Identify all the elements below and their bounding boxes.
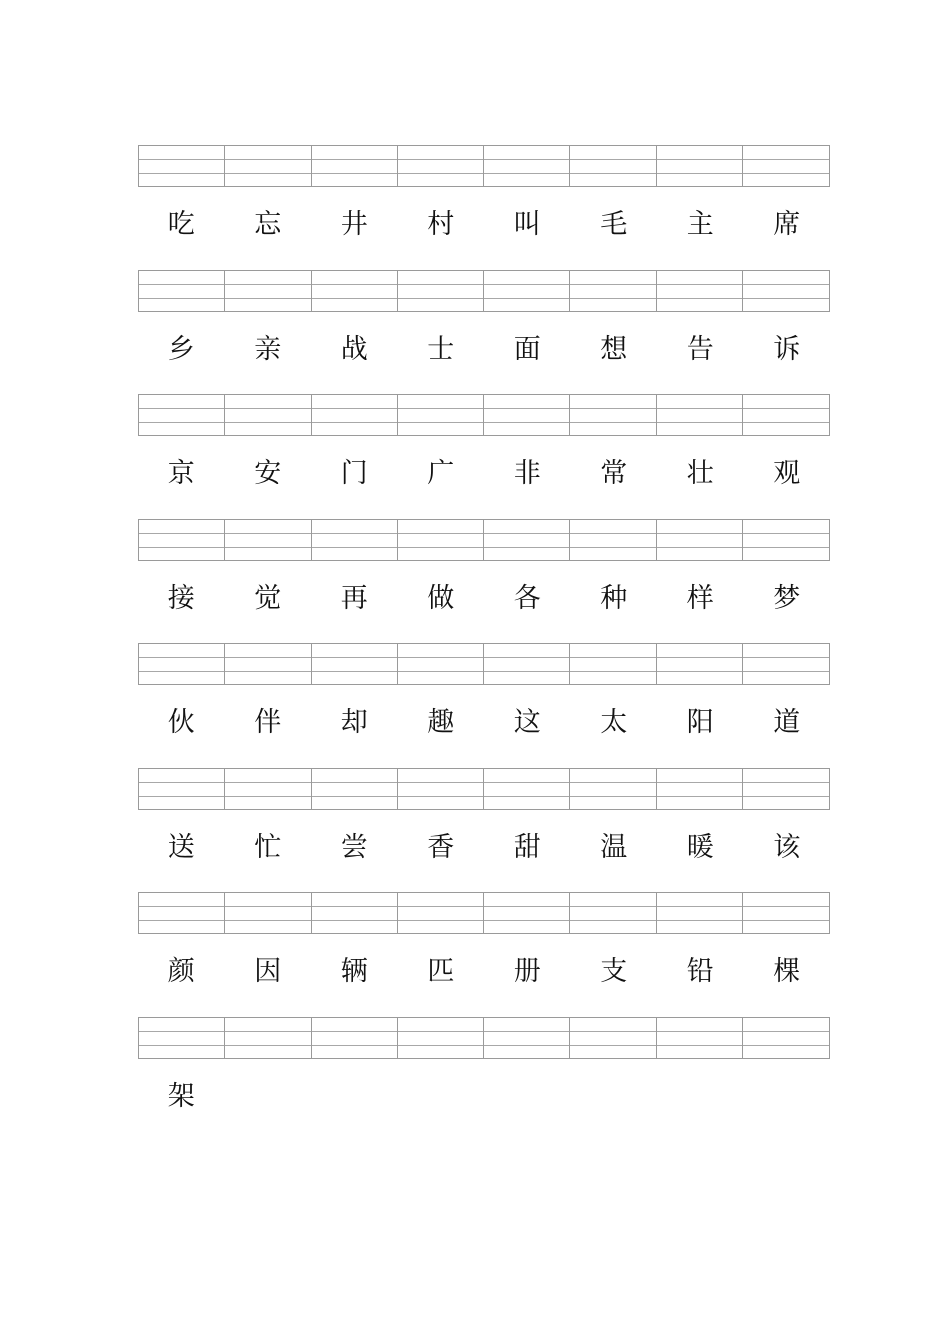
character-cell: 甜: [513, 831, 541, 863]
character-cell: 战: [340, 333, 368, 365]
character-cell: 温: [600, 831, 628, 863]
pinyin-writing-cell: [743, 520, 829, 560]
character-cell: 亲: [254, 333, 282, 365]
character-cell: 棵: [773, 956, 801, 987]
pinyin-writing-cell: [657, 520, 743, 560]
character-cell: 非: [513, 458, 541, 489]
pinyin-writing-cell: [139, 395, 225, 435]
character-cell: 面: [513, 333, 541, 365]
pinyin-writing-cell: [398, 769, 484, 809]
character-cell: 观: [773, 458, 801, 489]
character-row: [138, 577, 830, 621]
character-cell: 趣: [427, 707, 455, 738]
pinyin-writing-grid: [138, 768, 830, 810]
character-cell: 各: [513, 582, 541, 614]
pinyin-writing-cell: [139, 893, 225, 933]
pinyin-writing-cell: [225, 271, 311, 311]
pinyin-writing-cell: [484, 146, 570, 186]
pinyin-writing-cell: [225, 644, 311, 684]
character-cell: 香: [427, 831, 455, 863]
pinyin-writing-cell: [570, 1018, 656, 1058]
pinyin-writing-cell: [139, 644, 225, 684]
character-cell: 再: [340, 582, 368, 614]
pinyin-writing-cell: [570, 271, 656, 311]
pinyin-writing-grid: [138, 892, 830, 934]
pinyin-writing-cell: [398, 520, 484, 560]
worksheet-block: [138, 519, 830, 644]
character-cell: [398, 1075, 485, 1119]
character-cell: 觉: [254, 582, 282, 614]
character-cell: 册: [513, 956, 541, 987]
worksheet-block: [138, 145, 830, 270]
pinyin-writing-cell: [657, 1018, 743, 1058]
pinyin-writing-grid: [138, 270, 830, 312]
character-cell: 忙: [254, 831, 282, 863]
character-cell: 壮: [686, 458, 714, 489]
pinyin-writing-cell: [743, 893, 829, 933]
character-cell: 该: [773, 831, 801, 863]
pinyin-writing-cell: [484, 769, 570, 809]
pinyin-writing-cell: [743, 1018, 829, 1058]
character-cell: 送: [167, 831, 195, 863]
pinyin-writing-cell: [657, 644, 743, 684]
character-cell: 井: [340, 209, 368, 240]
character-cell: 伙: [167, 707, 195, 738]
pinyin-writing-cell: [139, 769, 225, 809]
character-cell: 士: [427, 333, 455, 365]
character-cell: 伴: [254, 707, 282, 738]
worksheet-block: [138, 394, 830, 519]
character-cell: 忘: [254, 209, 282, 240]
pinyin-writing-grid: [138, 394, 830, 436]
character-cell: 梦: [773, 582, 801, 614]
worksheet-block: [138, 1017, 830, 1142]
pinyin-writing-cell: [139, 520, 225, 560]
character-cell: 这: [513, 707, 541, 738]
pinyin-writing-cell: [312, 271, 398, 311]
worksheet-block: [138, 270, 830, 395]
pinyin-writing-cell: [657, 395, 743, 435]
character-cell: 门: [340, 458, 368, 489]
pinyin-writing-grid: [138, 145, 830, 187]
character-cell: 尝: [340, 831, 368, 863]
pinyin-writing-cell: [398, 395, 484, 435]
pinyin-writing-cell: [312, 644, 398, 684]
pinyin-writing-cell: [570, 146, 656, 186]
character-cell: 因: [254, 956, 282, 987]
pinyin-writing-grid: [138, 643, 830, 685]
character-cell: 太: [600, 707, 628, 738]
pinyin-writing-cell: [312, 146, 398, 186]
pinyin-writing-cell: [570, 893, 656, 933]
character-cell: 做: [427, 582, 455, 614]
character-row: [138, 701, 830, 745]
pinyin-writing-grid: [138, 1017, 830, 1059]
character-cell: 颜: [167, 956, 195, 987]
pinyin-writing-cell: [139, 271, 225, 311]
pinyin-writing-cell: [484, 395, 570, 435]
character-cell: 铅: [686, 956, 714, 987]
worksheet-block: [138, 892, 830, 1017]
character-row: [138, 203, 830, 247]
pinyin-writing-cell: [657, 769, 743, 809]
character-cell: 叫: [513, 209, 541, 240]
character-cell: [571, 1075, 658, 1119]
character-worksheet: [138, 145, 830, 1141]
pinyin-writing-cell: [312, 1018, 398, 1058]
worksheet-block: [138, 768, 830, 893]
pinyin-writing-cell: [225, 520, 311, 560]
character-cell: 阳: [686, 707, 714, 738]
character-cell: [744, 1075, 831, 1119]
character-cell: [484, 1075, 571, 1119]
character-cell: 告: [686, 333, 714, 365]
character-row: [138, 452, 830, 496]
character-cell: 诉: [773, 333, 801, 365]
character-cell: [225, 1075, 312, 1119]
pinyin-writing-cell: [312, 520, 398, 560]
character-cell: 乡: [167, 333, 195, 365]
character-cell: [657, 1075, 744, 1119]
character-cell: 毛: [600, 209, 628, 240]
character-cell: 样: [686, 582, 714, 614]
pinyin-writing-cell: [139, 146, 225, 186]
character-cell: 京: [167, 458, 195, 489]
pinyin-writing-cell: [570, 769, 656, 809]
pinyin-writing-cell: [484, 644, 570, 684]
pinyin-writing-cell: [139, 1018, 225, 1058]
character-cell: 席: [773, 209, 801, 240]
pinyin-writing-cell: [225, 893, 311, 933]
character-cell: 种: [600, 582, 628, 614]
character-row: [138, 826, 830, 870]
character-cell: 暖: [686, 831, 714, 863]
pinyin-writing-cell: [225, 769, 311, 809]
pinyin-writing-cell: [225, 395, 311, 435]
pinyin-writing-cell: [743, 271, 829, 311]
pinyin-writing-cell: [484, 520, 570, 560]
pinyin-writing-cell: [312, 893, 398, 933]
pinyin-writing-cell: [657, 146, 743, 186]
pinyin-writing-cell: [398, 1018, 484, 1058]
character-row: [138, 1075, 830, 1119]
pinyin-writing-cell: [657, 893, 743, 933]
pinyin-writing-cell: [484, 1018, 570, 1058]
character-cell: 安: [254, 458, 282, 489]
character-cell: 道: [773, 707, 801, 738]
pinyin-writing-cell: [484, 271, 570, 311]
pinyin-writing-cell: [312, 395, 398, 435]
character-cell: [311, 1075, 398, 1119]
pinyin-writing-cell: [398, 893, 484, 933]
character-cell: 架: [167, 1080, 195, 1112]
pinyin-writing-cell: [398, 644, 484, 684]
pinyin-writing-cell: [743, 644, 829, 684]
pinyin-writing-cell: [743, 146, 829, 186]
pinyin-writing-cell: [743, 395, 829, 435]
pinyin-writing-cell: [743, 769, 829, 809]
pinyin-writing-cell: [570, 520, 656, 560]
pinyin-writing-cell: [484, 893, 570, 933]
character-cell: 常: [600, 458, 628, 489]
pinyin-writing-cell: [657, 271, 743, 311]
pinyin-writing-cell: [398, 146, 484, 186]
pinyin-writing-cell: [312, 769, 398, 809]
pinyin-writing-cell: [225, 1018, 311, 1058]
character-cell: 支: [600, 956, 628, 987]
character-cell: 匹: [427, 956, 455, 987]
character-cell: 却: [340, 707, 368, 738]
character-row: [138, 950, 830, 994]
character-cell: 广: [427, 458, 455, 489]
worksheet-block: [138, 643, 830, 768]
character-cell: 接: [167, 582, 195, 614]
pinyin-writing-cell: [225, 146, 311, 186]
character-cell: 主: [686, 209, 714, 240]
character-cell: 吃: [167, 209, 195, 240]
pinyin-writing-cell: [570, 395, 656, 435]
character-cell: 辆: [340, 956, 368, 987]
pinyin-writing-grid: [138, 519, 830, 561]
pinyin-writing-cell: [570, 644, 656, 684]
pinyin-writing-cell: [398, 271, 484, 311]
character-cell: 村: [427, 209, 455, 240]
character-row: [138, 328, 830, 372]
character-cell: 想: [600, 333, 628, 365]
